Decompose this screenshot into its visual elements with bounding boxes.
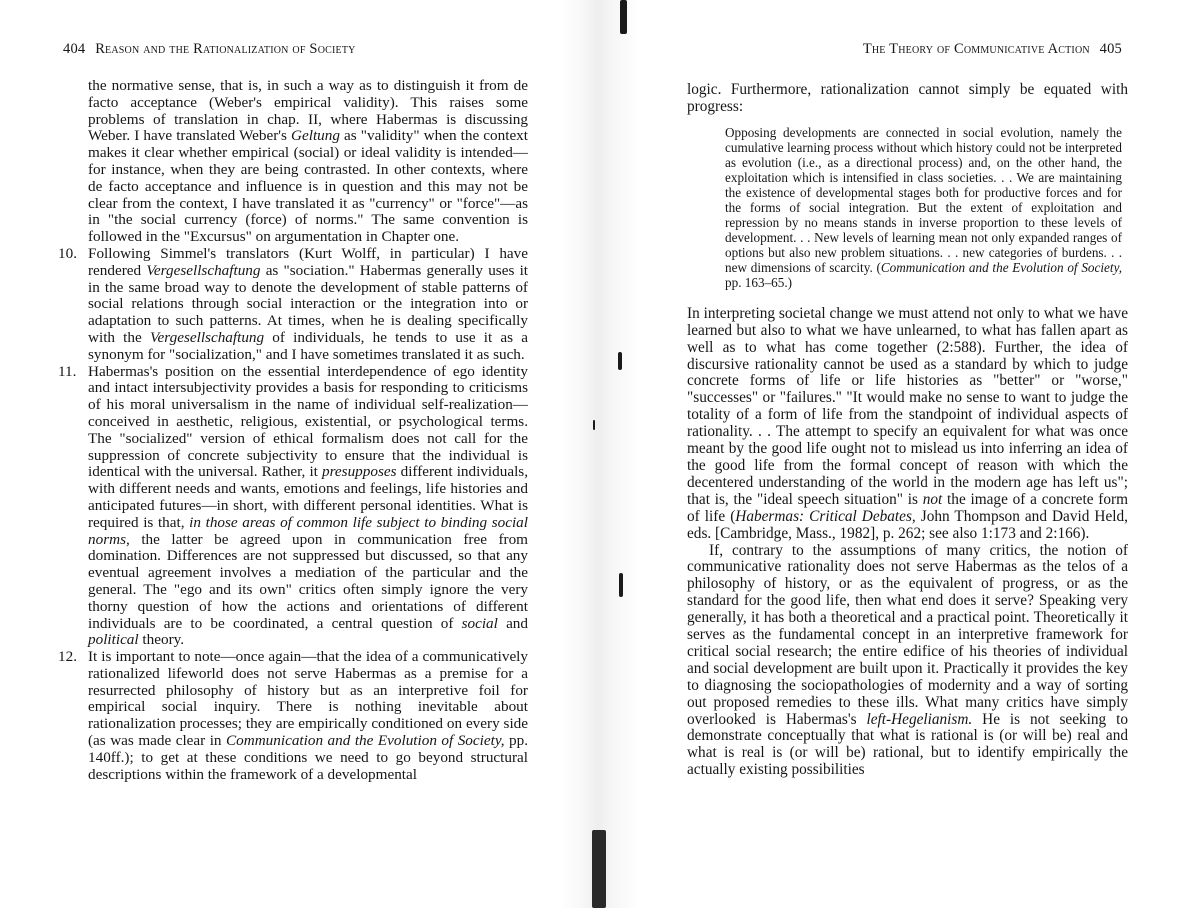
- text-run: It is important to note—once again—that the idea of a communicatively rationalized lifeworld does not serve Habermas as a premise for a resurrected philosophy of history but as an interpretive foil for empirical social inquiry. There is nothing inevitable about rationalization processes; they are empirically conditioned on every side (as was made clear in: [88, 648, 528, 750]
- running-head-title: The Theory of Communicative Action: [862, 41, 1090, 57]
- italic-text: in those areas of common life subject to binding social norms,: [88, 513, 528, 548]
- running-head: [57, 41, 356, 58]
- text-run: logic. Furthermore, rationalization cannot simply be equated with progress:: [687, 81, 1128, 115]
- italic-text: social: [461, 614, 498, 632]
- italic-text: Habermas: Critical Debates,: [735, 507, 916, 525]
- gutter-speck: [592, 830, 606, 908]
- text-run: of individuals, he tends to use it as a synonym for "socialization," and I have sometimes translated it as such.: [88, 328, 529, 363]
- text-run: If, contrary to the assumptions of many critics, the notion of communicative rationality does not serve Habermas as the telos of a philosophy of history, or as the equivalent of progress, or as the standard for the good life, then what end does it serve? Speaking very generally, it has both a theoretical and a practical point. Theoretically it serves as the fundamental concept in an interpretive framework for critical social research; the entire edifice of his theories of individual and social development are built upon it. Practically it provides the key to diagnosing the sociopathologies of modernity and a way of sorting out proposed remedies to these ills. What many critics have simply overlooked is Habermas's: [687, 541, 1128, 728]
- right-page: [640, 0, 1193, 908]
- text-run: Following Simmel's translators (Kurt Wolff, in particular) I have rendered: [88, 244, 528, 279]
- text-run: In interpreting societal change we must attend not only to what we have learned but also to what we have unlearned, to what has fallen apart as well as to what has come together (2:588). Further, the idea of discursive rationality cannot be used as a standard by which to judge concrete forms of life or life histories as "better" or "worse," "successes" or "failures." "It would make no sense to want to judge the totality of a form of life from the standpoint of individual aspects of rationality. . . The attempt to specify an equivalent for what was once meant by the good life ought not to mislead us into inferring an idea of the good life from the formal concept of reason with which the decentered understanding of the world in the modern age has left us"; that is, the "ideal speech situation" is: [687, 304, 1128, 508]
- book-gutter: [560, 0, 640, 908]
- text-run: Habermas's position on the essential interdependence of ego identity and intact intersubjectivity provides a basis for responding to criticisms of his moral universalism in the name of individual self-realization—conceived in aesthetic, religious, existential, or psychological terms. The "socialized" version of ethical formalism does not call for the suppression of concrete subjectivity to ensure that the individual is identical with the universal. Rather, it: [88, 362, 528, 481]
- text-run: different individuals, with different needs and wants, emotions and feelings, life histories and anticipated futures—in short, with different personal identities. What is required is that,: [88, 463, 529, 531]
- italic-text: Geltung: [291, 127, 340, 145]
- gutter-speck: [618, 352, 622, 370]
- block-quote: [725, 125, 1122, 290]
- text-run: as "sociation." Habermas generally uses it in the same broad way to denote the development of stable patterns of social relations through social interaction or the integration into or adaptation to such patterns. At times, when he is dealing specifically with the: [88, 261, 529, 346]
- italic-text: left-Hegelianism.: [866, 710, 973, 728]
- note-text: [88, 246, 528, 364]
- note-number: 10.: [58, 244, 77, 262]
- note-number: 12.: [58, 648, 77, 666]
- running-head: [863, 41, 1128, 58]
- page-number: 404: [63, 41, 86, 57]
- page-number: 405: [1099, 41, 1122, 57]
- note-text: [88, 77, 528, 245]
- italic-text: Communication and the Evolution of Society,: [880, 259, 1122, 275]
- italic-text: political: [88, 631, 139, 649]
- note-number: 11.: [58, 362, 77, 380]
- left-page: [0, 0, 560, 908]
- italic-text: Communication and the Evolution of Society,: [226, 732, 505, 750]
- body-paragraph-1: [687, 306, 1128, 543]
- text-run: pp. 140ff.); to get at these conditions we need to go beyond structural descriptions within the framework of a developmental: [88, 732, 529, 783]
- endnote-10: [58, 246, 528, 364]
- body-text: [687, 82, 1128, 779]
- endnotes: [58, 78, 528, 783]
- text-run: the normative sense, that is, in such a way as to distinguish it from de facto acceptance (Weber's empirical validity). This raises some problems of translation in chap. II, where Habermas is discussing Weber. I have translated Weber's: [88, 77, 528, 145]
- endnote-12: [58, 649, 528, 783]
- endnote-11: [58, 364, 528, 650]
- text-run: He is not seeking to demonstrate conceptually that what is rational is (or will be) real and what is real is (or will be) rational, but to identify empirically the actually existing possibilities: [687, 710, 1128, 779]
- text-run: and: [497, 614, 528, 632]
- text-run: as "validity" when the context makes it clear whether empirical (social) or ideal validity is intended—for instance, when they are being contrasted. In other contexts, where de facto acceptance and influence is in question and this may not be clear from the context, I have translated it as "currency" or "force"—as in "the social currency (force) of norms." The same convention is followed in the "Excursus" on argumentation in Chapter one.: [88, 127, 528, 246]
- italic-text: Vergesellschaftung: [149, 328, 265, 346]
- gutter-speck: [620, 0, 627, 34]
- note-continuation: [58, 78, 528, 246]
- text-run: pp. 163–65.): [725, 274, 793, 290]
- note-text: [88, 649, 528, 783]
- italic-text: presupposes: [321, 463, 397, 481]
- text-run: John Thompson and David Held, eds. [Cambridge, Mass., 1982], p. 262; see also 1:173 and 2:166).: [687, 507, 1128, 542]
- text-run: theory.: [138, 631, 185, 649]
- italic-text: not: [922, 490, 943, 508]
- text-run: the image of a concrete form of life (: [687, 490, 1128, 525]
- note-text: [88, 364, 528, 650]
- gutter-speck: [593, 420, 595, 430]
- intro-paragraph: [687, 82, 1128, 116]
- text-run: Opposing developments are connected in social evolution, namely the cumulative learning process without which history could not be interpreted as evolution (i.e., as a directional process) and, on the other hand, the exploitation which is intensified in class societies. . . We are maintaining the existence of developmental stages both for productive forces and for the forms of social integration. But the extent of exploitation and repression by no means stands in inverse proportion to these levels of development. . . New levels of learning mean not only expanded ranges of options but also new problem situations. . . new categories of burdens. . . new dimensions of scarcity. (: [725, 124, 1122, 275]
- body-paragraph-2: [687, 543, 1128, 780]
- gutter-speck: [619, 573, 623, 597]
- running-head-title: Reason and the Rationalization of Society: [95, 41, 356, 57]
- italic-text: Vergesellschaftung: [146, 261, 261, 279]
- text-run: the latter be agreed upon in communication free from domination. Differences are not suppressed but discussed, so that any eventual agreement involves a mediation of the particular and the general. The "ego and its own" critics often simply ignore the very thorny question of how the actions and orientations of different individuals are to be coordinated, a central question of: [88, 530, 528, 632]
